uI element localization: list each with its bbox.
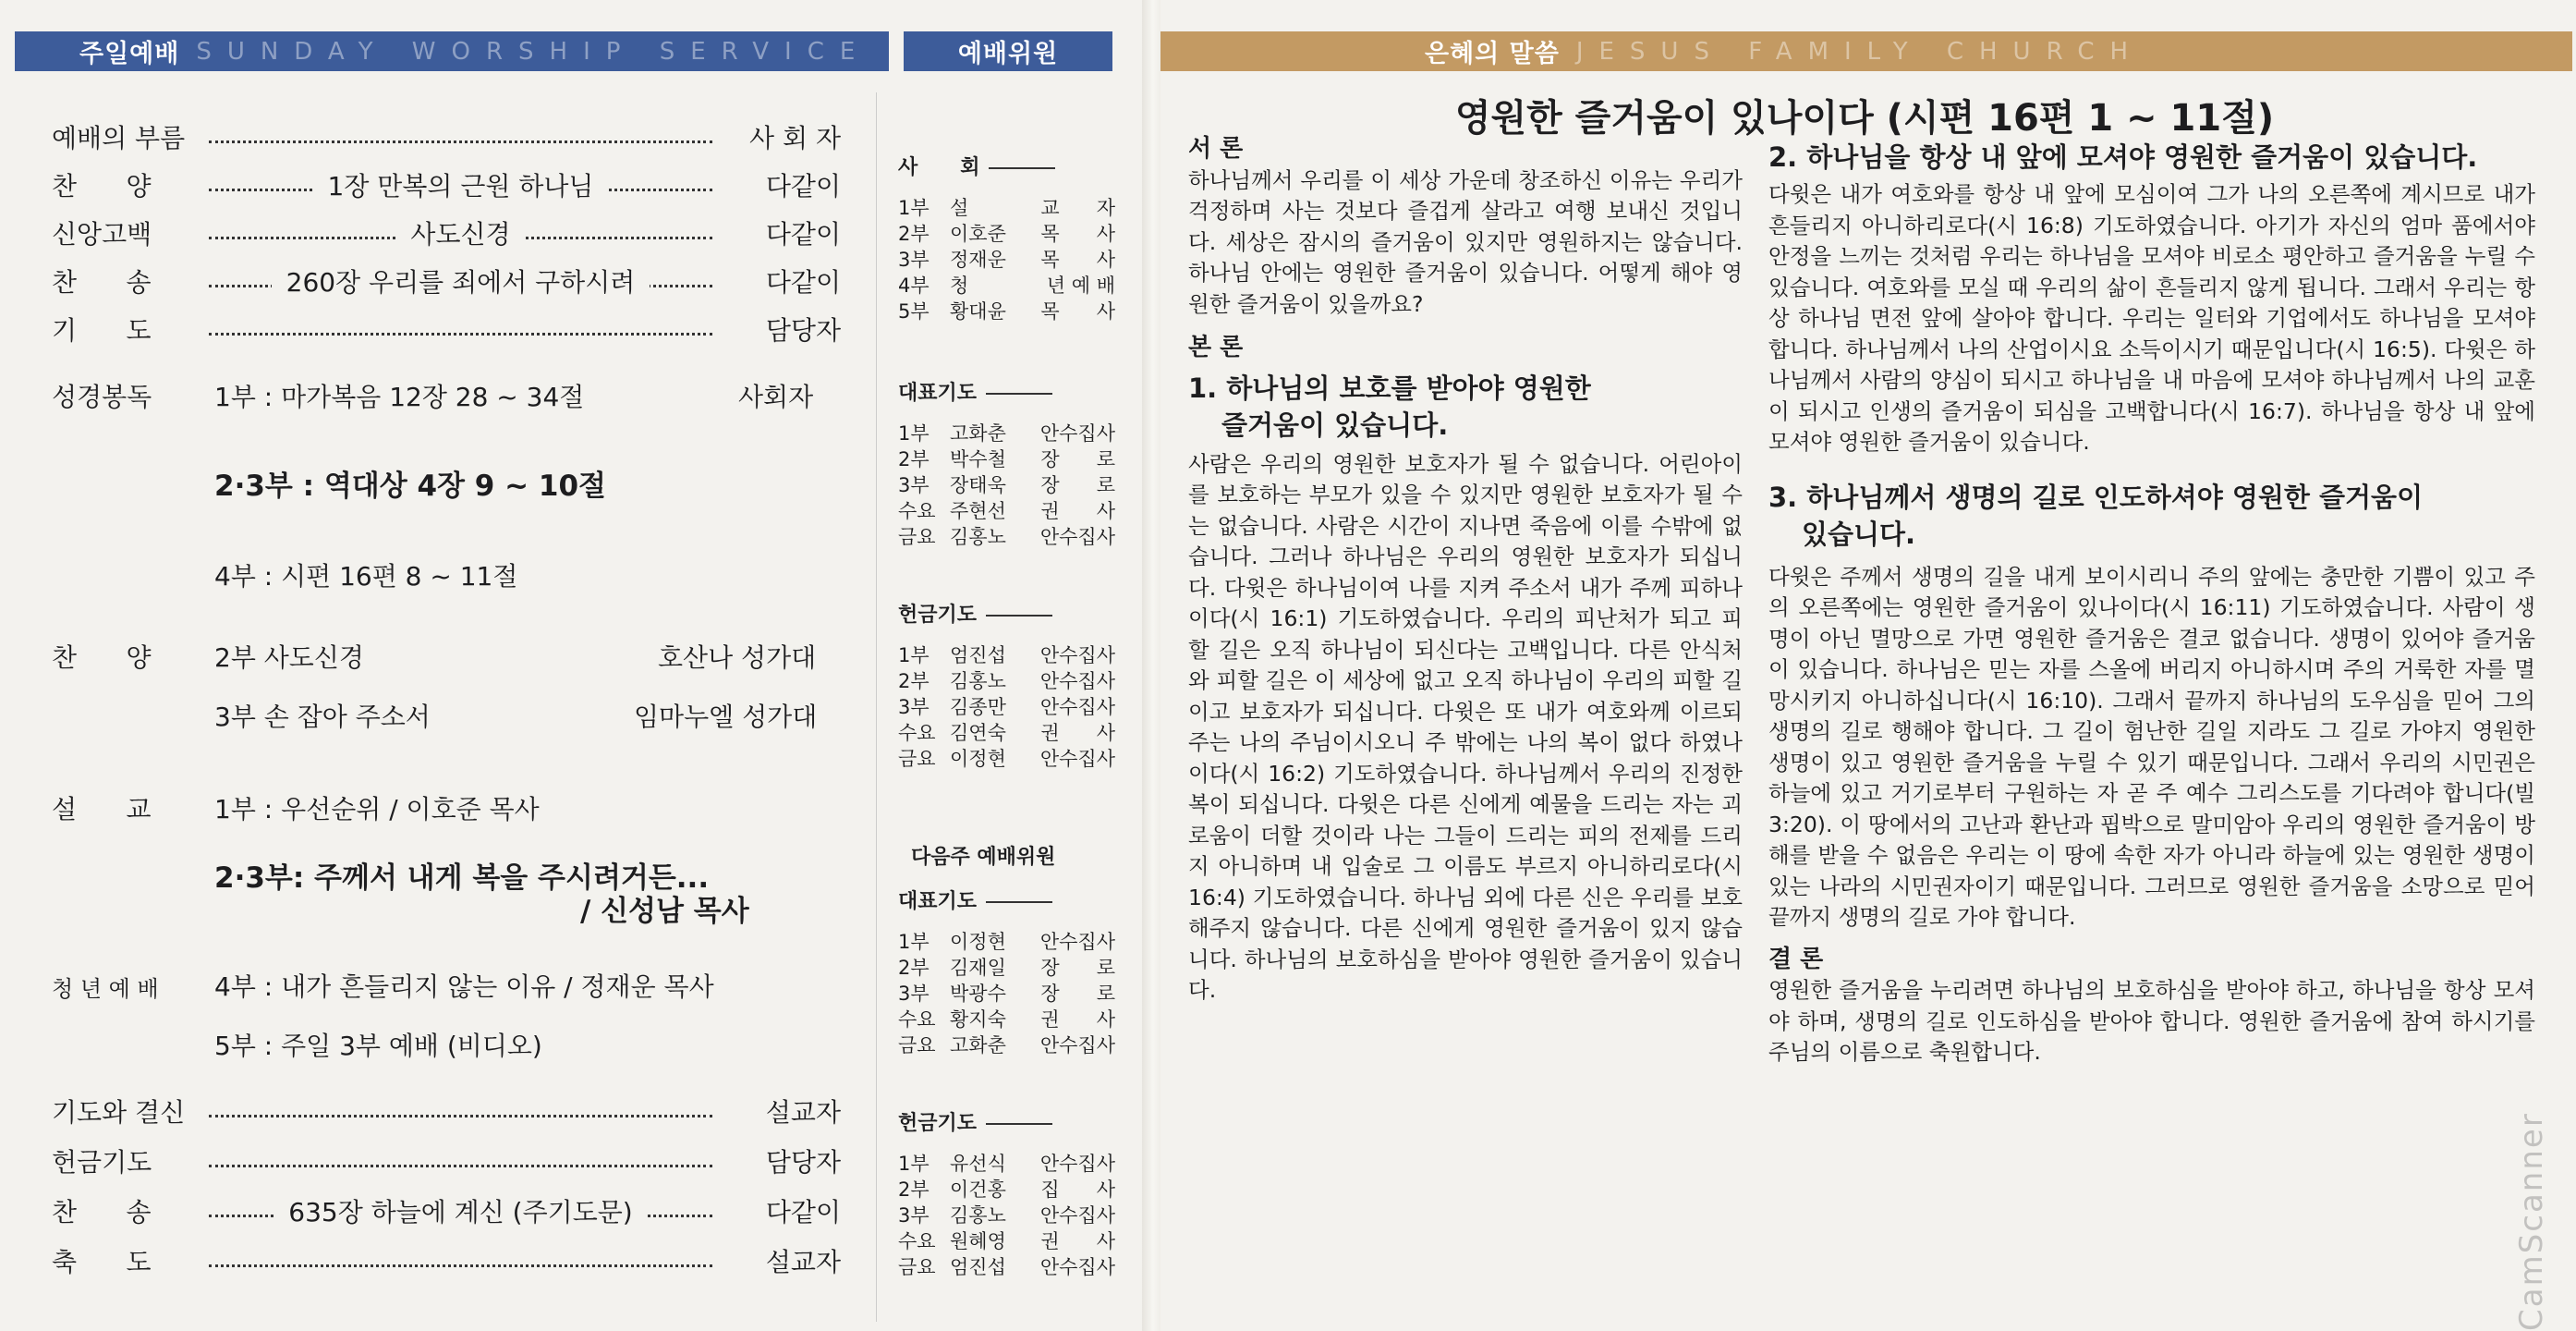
choir-row1-right: 호산나 성가대 (658, 642, 817, 673)
sermon-header-subtitle: JESUS FAMILY CHURCH (1575, 37, 2145, 66)
conclusion-heading: 결 론 (1768, 945, 1824, 973)
staff-title: 안수집사 (1039, 1034, 1115, 1056)
staff-service: 2부 (898, 223, 930, 245)
order-middle (209, 168, 712, 205)
staff-name: 엄진섭 (950, 1256, 1006, 1278)
staff-service: 5부 (898, 300, 930, 323)
staff-service: 수요 (898, 1230, 936, 1252)
staff-service: 2부 (898, 670, 930, 692)
staff-header-title: 예배위원 (957, 40, 1059, 68)
staff-service: 수요 (898, 1008, 936, 1031)
staff-service: 금요 (898, 1256, 936, 1278)
staff-name: 김홍노 (950, 1204, 1006, 1227)
staff-host-label: 사 회 (898, 156, 980, 179)
staff-service: 1부 (898, 644, 930, 666)
order-middle-text: 635장 하늘에 계신 (주기도문) (273, 1197, 647, 1227)
staff-service: 2부 (898, 448, 930, 470)
order-performer: 다같이 (765, 267, 841, 298)
order-performer: 설교자 (765, 1247, 841, 1277)
leader-dots (209, 1264, 712, 1267)
column-divider (876, 92, 877, 1322)
staff-title: 교 자 (1040, 197, 1115, 219)
order-performer: 다같이 (765, 219, 841, 250)
order-performer: 다같이 (765, 1197, 841, 1227)
order-performer: 다같이 (765, 171, 841, 201)
point2-text: 다윗은 내가 여호와를 항상 내 앞에 모심이여 그가 나의 오른쪽에 계시므로 내가 흔들리지 아니하리로다(시 16:8) 기도하였습니다. 아기가 자신의 엄마 품에서야 안정을 느끼는 것처럼 우리는 하나님을 모셔야 비로소 평안하고 즐거움을 누릴 수 있습니다. 여호와를 모실 때 우리의 삶이 흔들리지 않게 됩니다. 그래서 우리는 항상 하나님 면전 앞에 살아야 합니다. 우리는 일터와 기업에서도 하나님을 모셔야 합니다. 하나님께서 나의 산업이시요 소득이시기 때문입니다(시 16:5). 다윗은 하나님께서 사람의 양심이 되시고 하나님을 내 마음에 모셔야 하나님께서 나의 교훈이 되시고 인생의 즐거움이 되심을 고백합니다(시 16:7). 하나님을 항상 내 앞에 모셔야 영원한 즐거움이 있습니다. (1768, 181, 2535, 455)
order-middle (209, 264, 712, 301)
staff-title: 목 사 (1040, 249, 1115, 271)
staff-title: 목 사 (1040, 223, 1115, 245)
staff-service: 3부 (898, 474, 930, 496)
staff-title: 안수집사 (1039, 1153, 1115, 1175)
next-offer-label: 헌금기도 (898, 1112, 978, 1135)
staff-name: 청 (950, 275, 969, 297)
next-week-heading: 다음주 예배위원 (911, 846, 1056, 869)
sermon-header (1157, 31, 2572, 71)
staff-name: 원혜영 (950, 1230, 1006, 1252)
staff-name: 장태욱 (950, 474, 1006, 496)
staff-name: 고화춘 (950, 422, 1006, 445)
reading-part23: 2·3부 : 역대상 4장 9 ~ 10절 (214, 470, 606, 503)
point3-heading-line1: 3. 하나님께서 생명의 길로 인도하셔야 영원한 즐거움이 (1768, 481, 2424, 513)
order-performer: 담당자 (765, 315, 841, 346)
staff-name: 이정현 (950, 931, 1006, 953)
leader-dots (209, 1165, 712, 1167)
order-performer: 사 회 자 (749, 123, 841, 153)
staff-service: 3부 (898, 249, 930, 271)
staff-name: 유선식 (950, 1153, 1006, 1175)
staff-title: 안수집사 (1039, 644, 1115, 666)
order-middle-text: 1장 만복의 근원 하나님 (313, 171, 609, 201)
staff-rep-heading (898, 377, 1052, 406)
youth-part5: 5부 : 주일 3부 예배 (비디오) (214, 1031, 542, 1061)
staff-offer-heading (898, 599, 1052, 628)
order-performer: 설교자 (765, 1097, 841, 1128)
staff-title: 안수집사 (1039, 1256, 1115, 1278)
sermon-title: 영원한 즐거움이 있나이다 (시편 16편 1 ~ 11절) (1454, 97, 2275, 140)
conclusion-text: 영원한 즐거움을 누리려면 하나님의 보호하심을 받아야 하고, 하나님을 항상 모셔야 하며, 생명의 길로 인도하심을 받아야 합니다. 영원한 즐거움에 참여 하시기를 주님의 이름으로 축원합니다. (1768, 977, 2535, 1065)
staff-title: 안수집사 (1039, 696, 1115, 718)
order-label: 헌금기도 (52, 1147, 152, 1178)
order-label: 기 도 (52, 315, 152, 346)
sermon-part23-title: 2·3부: 주께서 내게 복을 주시려거든... (214, 861, 710, 895)
sermon-part1: 1부 : 우선순위 / 이호준 목사 (214, 794, 540, 824)
staff-service: 2부 (898, 1178, 930, 1201)
body-heading: 본 론 (1188, 334, 1244, 361)
staff-name: 고화춘 (950, 1034, 1006, 1056)
heading-rule (986, 901, 1052, 903)
staff-name: 정재운 (950, 249, 1006, 271)
order-performer: 담당자 (765, 1147, 841, 1178)
order-middle (209, 216, 712, 253)
order-label: 찬 양 (52, 171, 152, 201)
staff-service: 3부 (898, 1204, 930, 1227)
staff-name: 이건홍 (950, 1178, 1006, 1201)
staff-title: 안수집사 (1039, 931, 1115, 953)
youth-part4: 4부 : 내가 흔들리지 않는 이유 / 정재운 목사 (214, 971, 714, 1002)
reading-label: 성경봉독 (52, 382, 152, 412)
staff-title: 안수집사 (1039, 670, 1115, 692)
leader-dots (209, 333, 712, 336)
order-middle-text: 260장 우리를 죄에서 구하시려 (272, 267, 650, 298)
staff-title: 권 사 (1040, 722, 1115, 744)
intro-text: 하나님께서 우리를 이 세상 가운데 창조하신 이유는 우리가 걱정하며 사는 것보다 즐겁게 살라고 여행 보내신 것입니다. 세상은 잠시의 즐거움이 있지만 영원하지는 않습니다. 하나님 안에는 영원한 즐거움이 있습니다. 어떻게 해야 영원한 즐거움이 있을까요? (1188, 166, 1743, 317)
sermon-header-title: 은혜의 말씀 (1425, 40, 1560, 68)
staff-host-heading (898, 152, 1055, 180)
point3-text: 다윗은 주께서 생명의 길을 내게 보이시리니 주의 앞에는 충만한 기쁨이 있고 주의 오른쪽에는 영원한 즐거움이 있나이다(시 16:11) 기도하였습니다. 사람이 생명이 아닌 멸망으로 가면 영원한 즐거움은 결코 없습니다. 생명이 있어야 즐거움이 있습니다. 하나님은 믿는 자를 스올에 버리지 아니하시며 주의 거룩한 자를 멸망시키지 아니하십니다(시 16:10). 그래서 끝까지 하나님의 도우심을 믿어 그의 생명의 길로 행해야 합니다. 그 길이 험난한 길일 지라도 그 길로 가야지 영원한 생명이 있고 영원한 즐거움을 누릴 수 있기 때문입니다. 그래서 우리의 시민권은 하늘에 있고 거기로부터 구원하는 자 곧 주 예수 그리스도를 기다려야 합니다(빌 3:20). 이 땅에서의 고난과 환난과 핍박으로 말미암아 우리의 영원한 즐거움이 방해를 받을 수 없음은 우리는 이 땅에 속한 자가 아니라 하늘에 있는 영원한 생명이 있는 나라의 시민권자이기 때문입니다. 그러므로 영원한 즐거움을 소망으로 믿어 끝까지 생명의 길로 가야 합니다. (1768, 563, 2535, 930)
order-label: 축 도 (52, 1247, 152, 1277)
staff-service: 3부 (898, 696, 930, 718)
staff-name: 김재일 (950, 957, 1006, 979)
staff-name: 엄진섭 (950, 644, 1006, 666)
choir-row2-right: 임마누엘 성가대 (634, 702, 818, 732)
staff-service: 수요 (898, 500, 936, 522)
sermon-column-left (1188, 134, 1743, 1007)
choir-label: 찬 양 (52, 642, 152, 673)
staff-header (904, 31, 1112, 71)
point1-heading-line2: 즐거움이 있습니다. (1221, 409, 1449, 441)
staff-name: 박수철 (950, 448, 1006, 470)
staff-title: 년 예 배 (1046, 275, 1115, 297)
staff-name: 황대윤 (950, 300, 1006, 323)
sermon-label: 설 교 (52, 794, 152, 824)
staff-service: 수요 (898, 722, 936, 744)
next-rep-label: 대표기도 (898, 890, 978, 913)
choir-row2-left: 3부 손 잡아 주소서 (214, 702, 431, 732)
leader-dots (209, 140, 712, 143)
staff-service: 금요 (898, 748, 936, 770)
staff-title: 장 로 (1040, 448, 1115, 470)
staff-service: 1부 (898, 931, 930, 953)
staff-title: 안수집사 (1039, 748, 1115, 770)
heading-rule (986, 393, 1052, 395)
staff-service: 4부 (898, 275, 930, 297)
staff-service: 1부 (898, 1153, 930, 1175)
sermon-part23-preacher: / 신성남 목사 (580, 895, 749, 928)
staff-title: 안수집사 (1039, 526, 1115, 548)
staff-title: 권 사 (1040, 1230, 1115, 1252)
staff-name: 김홍노 (950, 670, 1006, 692)
staff-name: 김홍노 (950, 526, 1006, 548)
staff-service: 1부 (898, 197, 930, 219)
order-label: 찬 송 (52, 267, 152, 298)
staff-title: 안수집사 (1039, 1204, 1115, 1227)
worship-header (15, 31, 889, 71)
staff-rep-label: 대표기도 (898, 382, 978, 405)
staff-name: 박광수 (950, 983, 1006, 1005)
reading-performer: 사회자 (738, 382, 814, 412)
staff-title: 권 사 (1040, 1008, 1115, 1031)
staff-service: 2부 (898, 957, 930, 979)
reading-part4: 4부 : 시편 16편 8 ~ 11절 (214, 561, 518, 592)
staff-service: 1부 (898, 422, 930, 445)
leader-dots (209, 1115, 712, 1117)
point1-heading-line1: 1. 하나님의 보호를 받아야 영원한 (1188, 372, 1591, 404)
reading-part1: 1부 : 마가복음 12장 28 ~ 34절 (214, 382, 585, 412)
staff-name: 이호준 (950, 223, 1006, 245)
scanner-watermark: CamScanner (2513, 1112, 2550, 1331)
point2-heading: 2. 하나님을 항상 내 앞에 모셔야 영원한 즐거움이 있습니다. (1768, 141, 2478, 173)
order-middle (209, 1194, 712, 1231)
order-label: 기도와 결신 (52, 1097, 186, 1128)
staff-service: 금요 (898, 1034, 936, 1056)
heading-rule (986, 615, 1052, 617)
order-label: 예배의 부름 (52, 123, 186, 153)
sermon-column-right (1768, 139, 2535, 1068)
staff-name: 설 (950, 197, 969, 219)
staff-title: 장 로 (1040, 983, 1115, 1005)
point3-heading (1768, 479, 2535, 553)
staff-title: 장 로 (1040, 957, 1115, 979)
staff-service: 3부 (898, 983, 930, 1005)
heading-rule (989, 167, 1055, 169)
staff-title: 장 로 (1040, 474, 1115, 496)
staff-name: 이정현 (950, 748, 1006, 770)
staff-name: 김연숙 (950, 722, 1006, 744)
staff-title: 집 사 (1040, 1178, 1115, 1201)
point1-text: 사람은 우리의 영원한 보호자가 될 수 없습니다. 어린아이를 보호하는 부모가 있을 수 있지만 영원한 보호자가 될 수는 없습니다. 사람은 시간이 지나면 죽음에 이를 수밖에 없습니다. 그러나 하나님은 우리의 영원한 보호자가 되십니다. 다윗은 하나님이여 나를 지켜 주소서 내가 주께 피하나이다(시 16:1) 기도하였습니다. 우리의 피난처가 되고 피할 길은 오직 하나님이 되신다는 고백입니다. 다른 안식처와 피할 길은 이 세상에 없고 오직 하나님이 우리의 피할 길이고 보호자가 되십니다. 다윗은 또 내가 여호와께 이르되 주는 나의 주님이시오니 주 밖에는 나의 복이 없다 하였나이다(시 16:2) 기도하였습니다. 하나님께서 우리의 진정한 복이 되십니다. 다윗은 다른 신에게 예물을 드리는 자는 괴로움이 더할 것이라 나는 그들이 드리는 피의 전제를 드리지 아니하며 내 입술로 그 이름도 부르지 아니하리로다(시 16:4) 기도하였습니다. 하나님 외에 다른 신은 우리를 보호해주지 않습니다. 다른 신에게 영원한 즐거움이 있지 않습니다. 하나님의 보호하심을 받아야 영원한 즐거움이 있습니다. (1188, 450, 1743, 1003)
staff-service: 금요 (898, 526, 936, 548)
intro-heading: 서 론 (1188, 135, 1244, 163)
staff-title: 목 사 (1040, 300, 1115, 323)
worship-header-title: 주일예배 (79, 40, 180, 68)
next-rep-heading (898, 885, 1052, 914)
order-label: 신앙고백 (52, 219, 152, 250)
heading-rule (986, 1123, 1052, 1125)
page-fold (1142, 0, 1160, 1331)
choir-row1-left: 2부 사도신경 (214, 642, 364, 673)
staff-offer-label: 헌금기도 (898, 604, 978, 627)
order-middle-text: 사도신경 (395, 219, 525, 250)
staff-name: 황지숙 (950, 1008, 1006, 1031)
youth-label: 청 년 예 배 (52, 976, 159, 1002)
next-offer-heading (898, 1107, 1052, 1136)
staff-name: 김종만 (950, 696, 1006, 718)
order-label: 찬 송 (52, 1197, 152, 1227)
worship-header-subtitle: SUNDAY WORSHIP SERVICE (196, 37, 871, 66)
staff-title: 권 사 (1040, 500, 1115, 522)
point3-heading-line2: 있습니다. (1802, 518, 1916, 550)
point1-heading (1188, 370, 1743, 444)
staff-name: 주현선 (950, 500, 1006, 522)
staff-title: 안수집사 (1039, 422, 1115, 445)
